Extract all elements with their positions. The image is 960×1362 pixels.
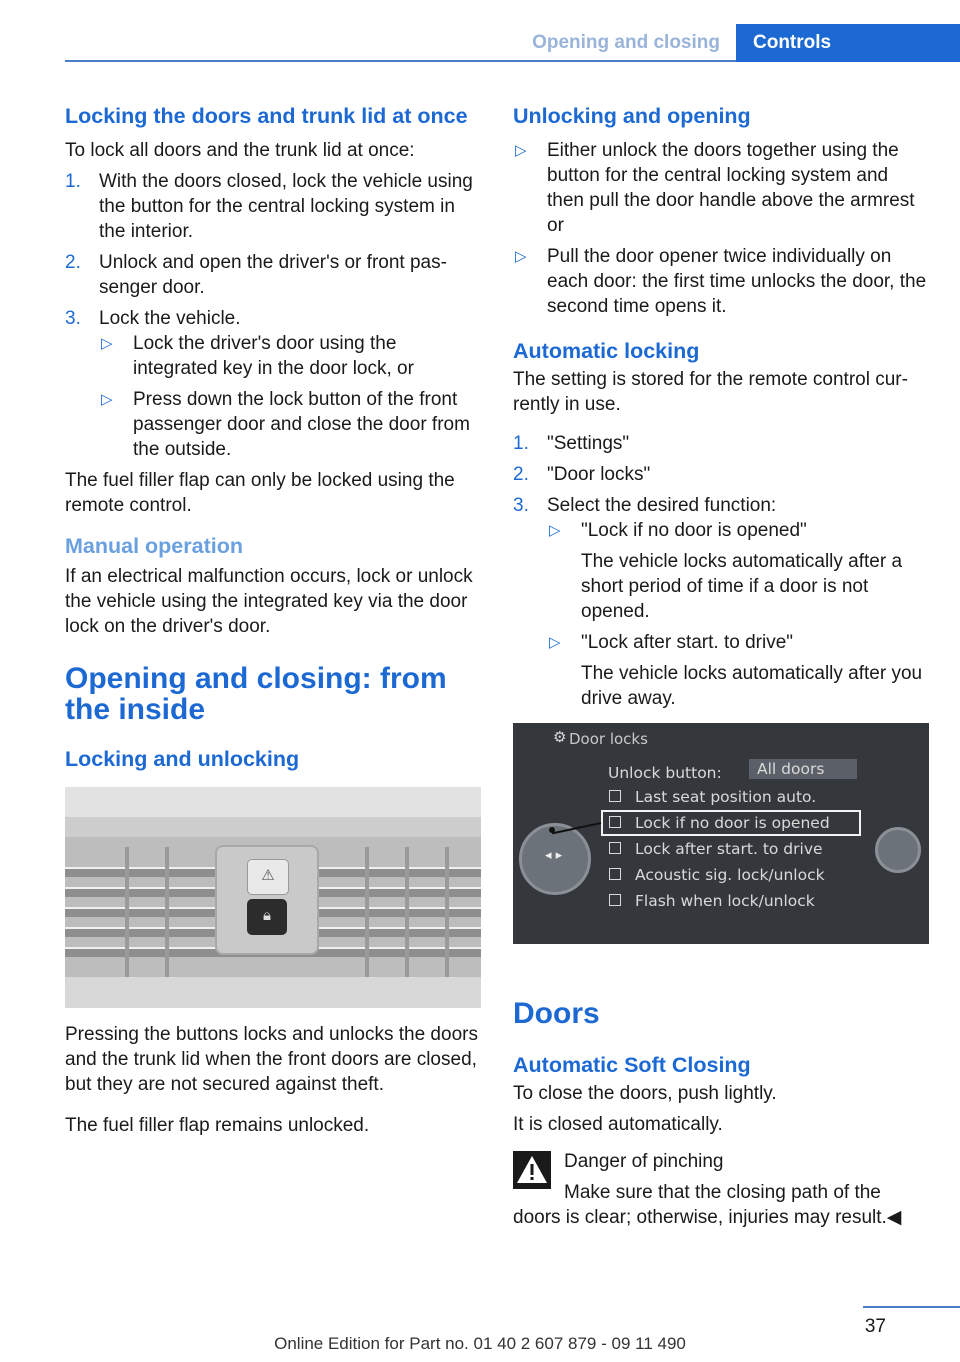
heading-unlocking-opening: Unlocking and opening xyxy=(513,104,751,128)
triangle-bullet-icon: ▷ xyxy=(515,142,527,159)
central-locking-buttons-image xyxy=(65,787,481,1008)
list-text: Unlock and open the driver's or front pas‐senger door. xyxy=(99,252,447,298)
list-number: 1. xyxy=(65,171,81,192)
right-control-knob xyxy=(875,827,921,873)
header-chapter-tab: Controls xyxy=(736,24,960,62)
warning-text: Make sure that the closing path of the doors is clear; otherwise, injuries may result.◀ xyxy=(513,1182,902,1228)
list-number: 2. xyxy=(513,464,529,485)
triangle-bullet-icon: ▷ xyxy=(515,248,527,265)
warning-note xyxy=(513,1149,929,1174)
warning-title: Danger of pinching xyxy=(564,1151,724,1172)
checkbox-icon xyxy=(609,842,621,854)
warning-triangle-icon xyxy=(513,1151,551,1189)
page-number: 37 xyxy=(864,1316,886,1337)
screen-unlock-value: All doors xyxy=(749,759,857,779)
list-text: Press down the lock button of the front passenger door and close the door from the outside. xyxy=(133,389,470,460)
paragraph: The fuel filler flap remains unlocked. xyxy=(65,1115,370,1136)
function-name: "Lock if no door is opened" xyxy=(581,520,807,541)
bullet-list xyxy=(99,331,481,462)
hazard-triangle-icon: ⚠ xyxy=(247,859,289,895)
screen-unlock-label: Unlock button: xyxy=(608,764,722,782)
screen-option xyxy=(609,863,825,888)
list-number: 3. xyxy=(513,495,529,516)
list-text: Either unlock the doors together using the button for the central locking system and then pull the door handle above the armrest or xyxy=(547,140,915,236)
door-lock-icon: 🔒︎ xyxy=(247,899,287,935)
checkbox-icon xyxy=(609,894,621,906)
screen-option xyxy=(609,889,815,914)
screen-option-label: Lock after start. to drive xyxy=(635,840,823,858)
footer-edition: Online Edition for Part no. 01 40 2 607 879 - 09 11 490 xyxy=(274,1334,686,1353)
heading-locking-unlocking: Locking and unlocking xyxy=(65,747,300,771)
screen-option xyxy=(609,837,823,862)
checkbox-icon xyxy=(609,790,621,802)
list-text: Select the desired function: xyxy=(547,495,777,516)
heading-automatic-soft-closing: Automatic Soft Closing xyxy=(513,1053,751,1077)
paragraph: To lock all doors and the trunk lid at once: xyxy=(65,140,415,161)
list-item xyxy=(513,462,929,487)
gear-icon: ⚙ xyxy=(553,728,567,746)
left-column xyxy=(65,102,481,1144)
vent-post xyxy=(165,847,169,977)
list-item xyxy=(99,331,481,381)
paragraph: The setting is stored for the remote control cur‐rently in use. xyxy=(513,369,908,415)
list-item xyxy=(513,244,929,319)
numbered-list xyxy=(65,169,481,462)
triangle-bullet-icon: ▷ xyxy=(549,522,561,539)
screen-title: Door locks xyxy=(569,730,648,748)
selection-highlight xyxy=(601,810,861,836)
triangle-bullet-icon: ▷ xyxy=(101,335,113,352)
heading-automatic-locking: Automatic locking xyxy=(513,339,700,363)
list-item xyxy=(65,306,481,462)
vent-post xyxy=(445,847,449,977)
arrow-left-right-icon: ◂ ▸ xyxy=(545,848,563,863)
paragraph: To close the doors, push lightly. xyxy=(513,1083,777,1104)
pointer-dot xyxy=(549,827,555,833)
screen-option-label: Acoustic sig. lock/unlock xyxy=(635,866,825,884)
list-item xyxy=(513,431,929,456)
footer-rule xyxy=(863,1306,960,1308)
list-text: "Settings" xyxy=(547,433,630,454)
list-text: Lock the driver's door using the integrated key in the door lock, or xyxy=(133,333,414,379)
list-item xyxy=(547,518,929,624)
list-item xyxy=(65,169,481,244)
vent-post xyxy=(125,847,129,977)
bullet-list xyxy=(547,518,929,711)
image-caption: Pressing the buttons locks and unlocks the doors and the trunk lid when the front doors are closed, but they are not secured against theft. xyxy=(65,1024,478,1095)
function-name: "Lock after start. to drive" xyxy=(581,632,794,653)
heading-opening-closing-inside: Opening and closing: from the inside xyxy=(65,662,447,726)
heading-lock-all: Locking the doors and trunk lid at once xyxy=(65,104,468,128)
list-item xyxy=(65,250,481,300)
list-item xyxy=(513,493,929,711)
paragraph: The fuel filler flap can only be locked using the remote control. xyxy=(65,470,455,516)
list-text: Pull the door opener twice individually on each door: the first time unlocks the door, the second time opens it. xyxy=(547,246,927,317)
screen-option-label: Lock if no door is opened xyxy=(635,814,830,832)
door-locks-screen-image xyxy=(513,723,929,944)
screen-option-label: Last seat position auto. xyxy=(635,788,817,806)
function-description: The vehicle locks automatically after a short period of time if a door is not opened. xyxy=(581,551,903,622)
list-item xyxy=(513,138,929,238)
list-text: With the doors closed, lock the vehicle using the button for the central locking system in the interior. xyxy=(99,171,473,242)
paragraph: It is closed automatically. xyxy=(513,1114,723,1135)
vent-post xyxy=(365,847,369,977)
heading-manual-operation: Manual operation xyxy=(65,534,243,558)
list-text: Lock the vehicle. xyxy=(99,308,241,329)
heading-doors: Doors xyxy=(513,997,600,1030)
triangle-bullet-icon: ▷ xyxy=(549,634,561,651)
bullet-list xyxy=(513,138,929,319)
list-text: "Door locks" xyxy=(547,464,651,485)
screen-option-label: Flash when lock/unlock xyxy=(635,892,815,910)
list-item xyxy=(547,630,929,711)
list-number: 3. xyxy=(65,308,81,329)
list-item xyxy=(99,387,481,462)
triangle-bullet-icon: ▷ xyxy=(101,391,113,408)
list-number: 1. xyxy=(513,433,529,454)
header-section-title: Opening and closing xyxy=(532,32,720,53)
right-column xyxy=(513,102,929,1236)
paragraph: If an electrical malfunction occurs, lock or unlock the vehicle using the integrated key via the door lock on the driver's door. xyxy=(65,566,473,637)
vent-post xyxy=(405,847,409,977)
numbered-list xyxy=(513,431,929,711)
function-description: The vehicle locks automatically after you drive away. xyxy=(581,663,923,709)
locking-button-panel xyxy=(215,845,319,955)
screen-option xyxy=(609,785,816,810)
checkbox-icon xyxy=(609,868,621,880)
list-number: 2. xyxy=(65,252,81,273)
